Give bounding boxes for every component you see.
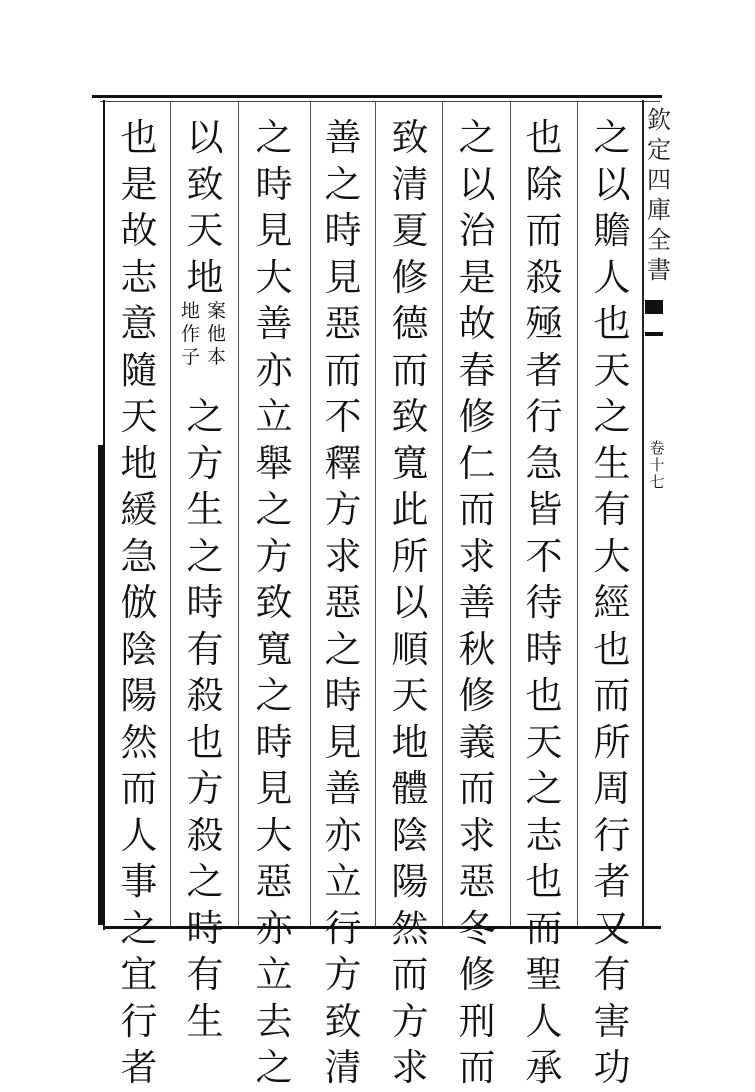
glyph: 生: [593, 441, 631, 485]
glyph: 人: [120, 813, 158, 857]
glyph: 四: [647, 166, 671, 194]
glyph: 求: [458, 534, 496, 578]
glyph: 舉: [255, 441, 293, 485]
glyph: 之: [186, 860, 224, 903]
text-column-3: [448, 115, 506, 1092]
glyph: 亦: [255, 906, 293, 950]
glyph: 人: [593, 255, 631, 299]
glyph: 見: [255, 767, 293, 810]
glyph: 方: [324, 953, 362, 996]
column-rule: [238, 102, 239, 926]
glyph: 行: [324, 906, 362, 950]
glyph: 仁: [458, 441, 496, 485]
glyph: 行: [525, 395, 563, 438]
glyph: 殺: [525, 255, 563, 299]
glyph: 方: [324, 488, 362, 531]
glyph: 以: [186, 116, 224, 159]
glyph: 之: [324, 162, 362, 206]
glyph: 是: [120, 162, 158, 206]
glyph: 行: [593, 813, 631, 857]
glyph: 寬: [391, 441, 429, 485]
column-rule: [577, 102, 578, 926]
fishtail-mark-lower: [645, 332, 663, 336]
glyph: 以: [391, 581, 429, 624]
glyph: 亦: [324, 813, 362, 857]
glyph: 釋: [324, 441, 362, 485]
glyph: 承: [525, 1046, 563, 1089]
glyph: 立: [255, 953, 293, 996]
glyph: 求: [324, 534, 362, 578]
glyph: 七: [649, 473, 665, 491]
text-column-7-tail: [176, 394, 234, 1045]
glyph: 而: [525, 209, 563, 252]
glyph: 方: [186, 767, 224, 810]
glyph: 方: [255, 534, 293, 578]
glyph: 志: [525, 813, 563, 857]
glyph: 清: [324, 1046, 362, 1089]
glyph: 有: [186, 627, 224, 671]
glyph: 致: [255, 581, 293, 624]
glyph: 功: [593, 1046, 631, 1089]
glyph: 贍: [593, 209, 631, 252]
glyph: 體: [391, 767, 429, 810]
glyph: 清: [391, 162, 429, 206]
glyph: 待: [525, 581, 563, 624]
left-border-shadow: [98, 445, 103, 925]
glyph: 急: [120, 534, 158, 578]
glyph: 立: [255, 395, 293, 438]
glyph: 故: [458, 302, 496, 345]
glyph: 惡: [324, 581, 362, 624]
glyph: 時: [186, 581, 224, 624]
glyph: 殛: [525, 302, 563, 345]
glyph: 有: [186, 953, 224, 996]
glyph: 善: [324, 116, 362, 159]
glyph: 不: [525, 534, 563, 578]
glyph: 志: [120, 255, 158, 299]
glyph: 全: [647, 226, 671, 254]
glyph: 之: [324, 627, 362, 671]
top-border: [92, 95, 662, 98]
glyph: 欽: [647, 106, 671, 134]
glyph: 也: [186, 720, 224, 764]
glyph: 書: [647, 256, 671, 284]
glyph: 大: [255, 255, 293, 299]
glyph: 也: [593, 627, 631, 671]
text-column-1: [583, 115, 641, 1092]
glyph: 之: [186, 534, 224, 578]
text-column-7-head: [176, 115, 234, 301]
column-rule: [310, 102, 311, 926]
glyph: 治: [458, 209, 496, 252]
glyph: 方: [391, 999, 429, 1043]
glyph: 之: [186, 395, 224, 438]
glyph: 者: [525, 348, 563, 392]
book-title: [646, 105, 672, 285]
glyph: 本: [207, 346, 227, 368]
glyph: 而: [593, 674, 631, 717]
glyph: 意: [120, 302, 158, 345]
glyph: 有: [593, 488, 631, 531]
glyph: 隨: [120, 348, 158, 392]
glyph: 地: [120, 441, 158, 485]
glyph: 求: [458, 813, 496, 857]
glyph: 春: [458, 348, 496, 392]
glyph: 生: [186, 999, 224, 1043]
glyph: 求: [391, 1046, 429, 1089]
glyph: 冬: [458, 906, 496, 950]
glyph: 定: [647, 136, 671, 164]
glyph: 此: [391, 488, 429, 531]
glyph: 之: [255, 674, 293, 717]
glyph: 卷: [649, 439, 665, 457]
glyph: 天: [391, 674, 429, 717]
glyph: 時: [255, 162, 293, 206]
text-column-6: [245, 115, 303, 1092]
text-column-8: [110, 115, 168, 1092]
glyph: 時: [186, 906, 224, 950]
glyph: 善: [324, 767, 362, 810]
glyph: 地: [391, 720, 429, 764]
glyph: 緩: [120, 488, 158, 531]
glyph: 刑: [458, 999, 496, 1043]
glyph: 致: [391, 116, 429, 159]
annotation-right: [207, 300, 226, 369]
glyph: 之: [255, 116, 293, 159]
glyph: 生: [186, 488, 224, 531]
column-rule: [375, 102, 376, 926]
glyph: 聖: [525, 953, 563, 996]
top-border-inner: [100, 101, 660, 102]
glyph: 天: [186, 209, 224, 252]
glyph: 天: [593, 348, 631, 392]
glyph: 時: [324, 209, 362, 252]
glyph: 善: [458, 581, 496, 624]
glyph: 之: [593, 395, 631, 438]
glyph: 人: [525, 999, 563, 1043]
glyph: 十: [649, 456, 665, 474]
glyph: 然: [391, 906, 429, 950]
glyph: 修: [391, 255, 429, 299]
glyph: 庫: [647, 196, 671, 224]
left-border: [103, 100, 105, 930]
glyph: 天: [120, 395, 158, 438]
glyph: 也: [525, 116, 563, 159]
glyph: 者: [120, 1046, 158, 1089]
glyph: 而: [458, 488, 496, 531]
glyph: 陽: [120, 674, 158, 717]
glyph: 修: [458, 674, 496, 717]
glyph: 故: [120, 209, 158, 252]
text-column-5: [314, 115, 372, 1092]
glyph: 見: [255, 209, 293, 252]
annotation-left: [181, 300, 200, 369]
glyph: 修: [458, 953, 496, 996]
glyph: 也: [525, 860, 563, 903]
glyph: 立: [324, 860, 362, 903]
glyph: 而: [525, 906, 563, 950]
glyph: 行: [120, 999, 158, 1043]
glyph: 義: [458, 720, 496, 764]
glyph: 見: [324, 720, 362, 764]
glyph: 惡: [458, 860, 496, 903]
glyph: 地: [181, 300, 201, 322]
glyph: 也: [525, 674, 563, 717]
glyph: 之: [593, 116, 631, 159]
text-column-4: [381, 115, 439, 1092]
juan-label: [648, 440, 666, 491]
glyph: 又: [593, 906, 631, 950]
glyph: 亦: [255, 348, 293, 392]
glyph: 作: [181, 323, 201, 345]
glyph: 大: [593, 534, 631, 578]
glyph: 大: [255, 813, 293, 857]
glyph: 致: [324, 999, 362, 1043]
column-rule: [510, 102, 511, 926]
glyph: 案: [207, 300, 227, 322]
glyph: 方: [186, 441, 224, 485]
glyph: 去: [255, 999, 293, 1043]
glyph: 殺: [186, 674, 224, 717]
glyph: 秋: [458, 627, 496, 671]
glyph: 而: [324, 348, 362, 392]
glyph: 之: [120, 906, 158, 950]
glyph: 時: [525, 627, 563, 671]
glyph: 倣: [120, 581, 158, 624]
text-column-2: [515, 115, 573, 1092]
glyph: 他: [207, 323, 227, 345]
glyph: 所: [593, 720, 631, 764]
right-border: [642, 100, 644, 928]
glyph: 之: [525, 767, 563, 810]
glyph: 也: [120, 116, 158, 159]
glyph: 殺: [186, 813, 224, 857]
glyph: 經: [593, 581, 631, 624]
glyph: 者: [593, 860, 631, 903]
glyph: 是: [458, 255, 496, 299]
glyph: 而: [391, 953, 429, 996]
glyph: 惡: [255, 860, 293, 903]
glyph: 地: [186, 255, 224, 299]
glyph: 害: [593, 999, 631, 1043]
glyph: 事: [120, 860, 158, 903]
glyph: 不: [324, 395, 362, 438]
glyph: 也: [593, 302, 631, 345]
glyph: 時: [324, 674, 362, 717]
glyph: 順: [391, 627, 429, 671]
glyph: 見: [324, 255, 362, 299]
glyph: 致: [391, 395, 429, 438]
glyph: 而: [391, 348, 429, 392]
glyph: 德: [391, 302, 429, 345]
glyph: 子: [181, 346, 201, 368]
glyph: 修: [458, 395, 496, 438]
glyph: 夏: [391, 209, 429, 252]
glyph: 宜: [120, 953, 158, 996]
glyph: 所: [391, 534, 429, 578]
glyph: 急: [525, 441, 563, 485]
glyph: 天: [525, 720, 563, 764]
glyph: 寬: [255, 627, 293, 671]
glyph: 除: [525, 162, 563, 206]
column-rule: [170, 102, 171, 926]
glyph: 周: [593, 767, 631, 810]
column-rule: [442, 102, 443, 926]
glyph: 而: [458, 767, 496, 810]
glyph: 有: [593, 953, 631, 996]
fishtail-mark: [645, 300, 663, 314]
glyph: 而: [120, 767, 158, 810]
glyph: 陽: [391, 860, 429, 903]
glyph: 陰: [120, 627, 158, 671]
glyph: 皆: [525, 488, 563, 531]
glyph: 致: [186, 162, 224, 206]
glyph: 以: [458, 162, 496, 206]
glyph: 以: [593, 162, 631, 206]
glyph: 之: [255, 488, 293, 531]
glyph: 惡: [324, 302, 362, 345]
glyph: 然: [120, 720, 158, 764]
glyph: 善: [255, 302, 293, 345]
glyph: 陰: [391, 813, 429, 857]
glyph: 之: [255, 1046, 293, 1089]
glyph: 之: [458, 116, 496, 159]
glyph: 時: [255, 720, 293, 764]
glyph: 而: [458, 1046, 496, 1089]
